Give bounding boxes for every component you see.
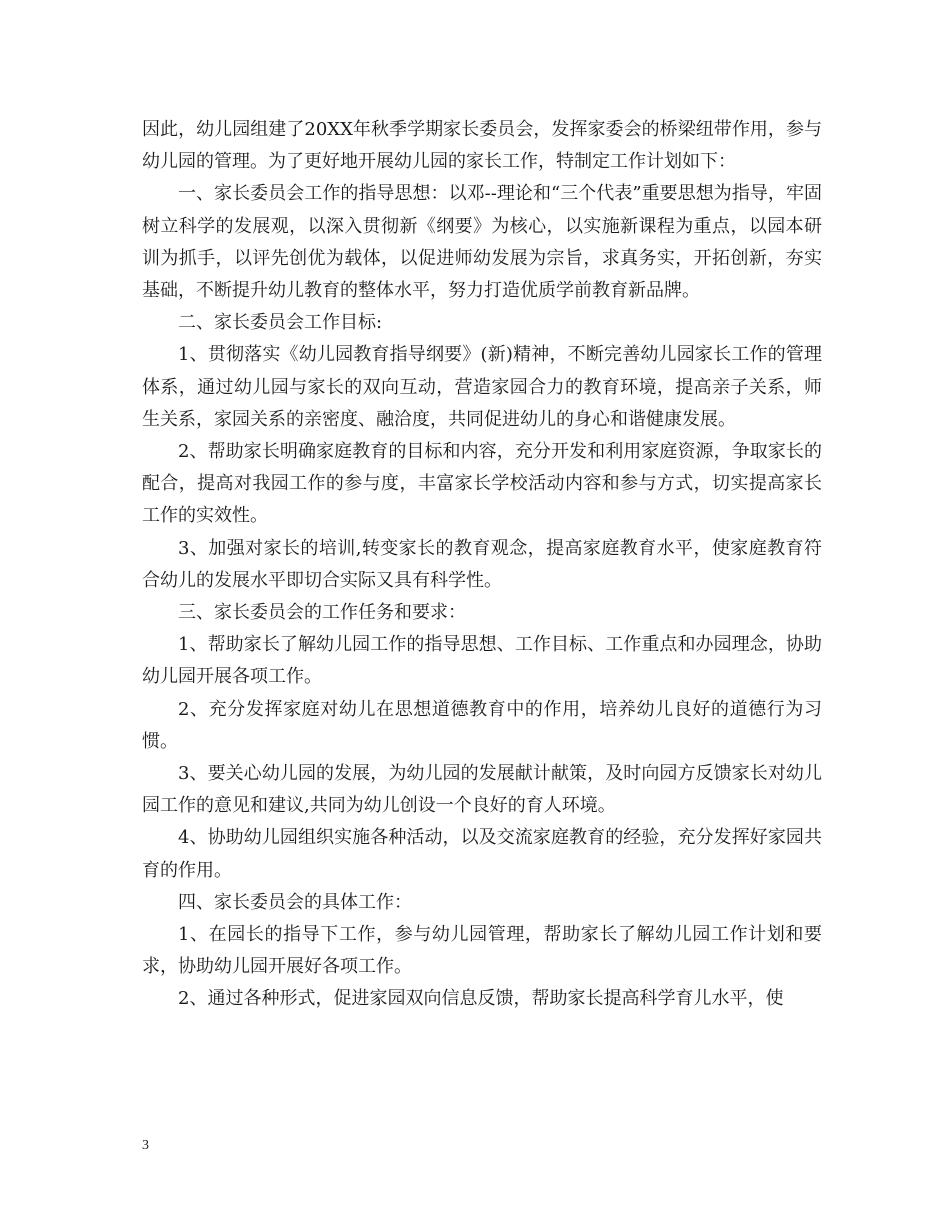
page-number: 3: [142, 1138, 149, 1153]
paragraph-task-2: 2、充分发挥家庭对幼儿在思想道德教育中的作用，培养幼儿良好的道德行为习惯。: [142, 698, 822, 752]
document-body: [142, 114, 822, 1016]
section-heading-tasks: 三、家长委员会的工作任务和要求：: [178, 602, 466, 624]
section-heading-goals: 二、家长委员会工作目标:: [178, 312, 383, 334]
paragraph-goal-1: 1、贯彻落实《幼儿园教育指导纲要》(新)精神，不断完善幼儿园家长工作的管理体系，通过幼儿园与家长的双向互动，营造家园合力的教育环境，提高亲子关系，师生关系，家园关系的亲密度、融洽度，共同促进幼儿的身心和谐健康发展。: [142, 344, 822, 430]
paragraph-work-2: 2、通过各种形式，促进家园双向信息反馈，帮助家长提高科学育儿水平，使: [178, 988, 784, 1010]
paragraph-task-4: 4、协助幼儿园组织实施各种活动，以及交流家庭教育的经验，充分发挥好家园共育的作用。: [142, 827, 822, 881]
paragraph-goal-3: 3、加强对家长的培训,转变家长的教育观念，提高家庭教育水平，使家庭教育符合幼儿的发展水平即切合实际又具有科学性。: [142, 537, 822, 591]
paragraph-task-1: 1、帮助家长了解幼儿园工作的指导思想、工作目标、工作重点和办园理念，协助幼儿园开展各项工作。: [142, 634, 822, 688]
paragraph-intro: 因此，幼儿园组建了20XX年秋季学期家长委员会，发挥家委会的桥梁纽带作用，参与幼儿园的管理。为了更好地开展幼儿园的家长工作，特制定工作计划如下：: [142, 119, 822, 173]
paragraph-guiding-thought: 一、家长委员会工作的指导思想：以邓--理论和“三个代表”重要思想为指导，牢固树立科学的发展观，以深入贯彻新《纲要》为核心，以实施新课程为重点，以园本研训为抓手，以评先创优为载体，以促进师幼发展为宗旨，求真务实，开拓创新，夯实基础，不断提升幼儿教育的整体水平，努力打造优质学前教育新品牌。: [142, 183, 822, 302]
paragraph-task-3: 3、要关心幼儿园的发展，为幼儿园的发展献计献策，及时向园方反馈家长对幼儿园工作的意见和建议,共同为幼儿创设一个良好的育人环境。: [142, 763, 822, 817]
paragraph-goal-2: 2、帮助家长明确家庭教育的目标和内容，充分开发和利用家庭资源，争取家长的配合，提高对我园工作的参与度，丰富家长学校活动内容和参与方式，切实提高家长工作的实效性。: [142, 441, 822, 527]
paragraph-work-1: 1、在园长的指导下工作，参与幼儿园管理，帮助家长了解幼儿园工作计划和要求，协助幼儿园开展好各项工作。: [142, 924, 822, 978]
section-heading-specific-work: 四、家长委员会的具体工作：: [178, 891, 412, 913]
